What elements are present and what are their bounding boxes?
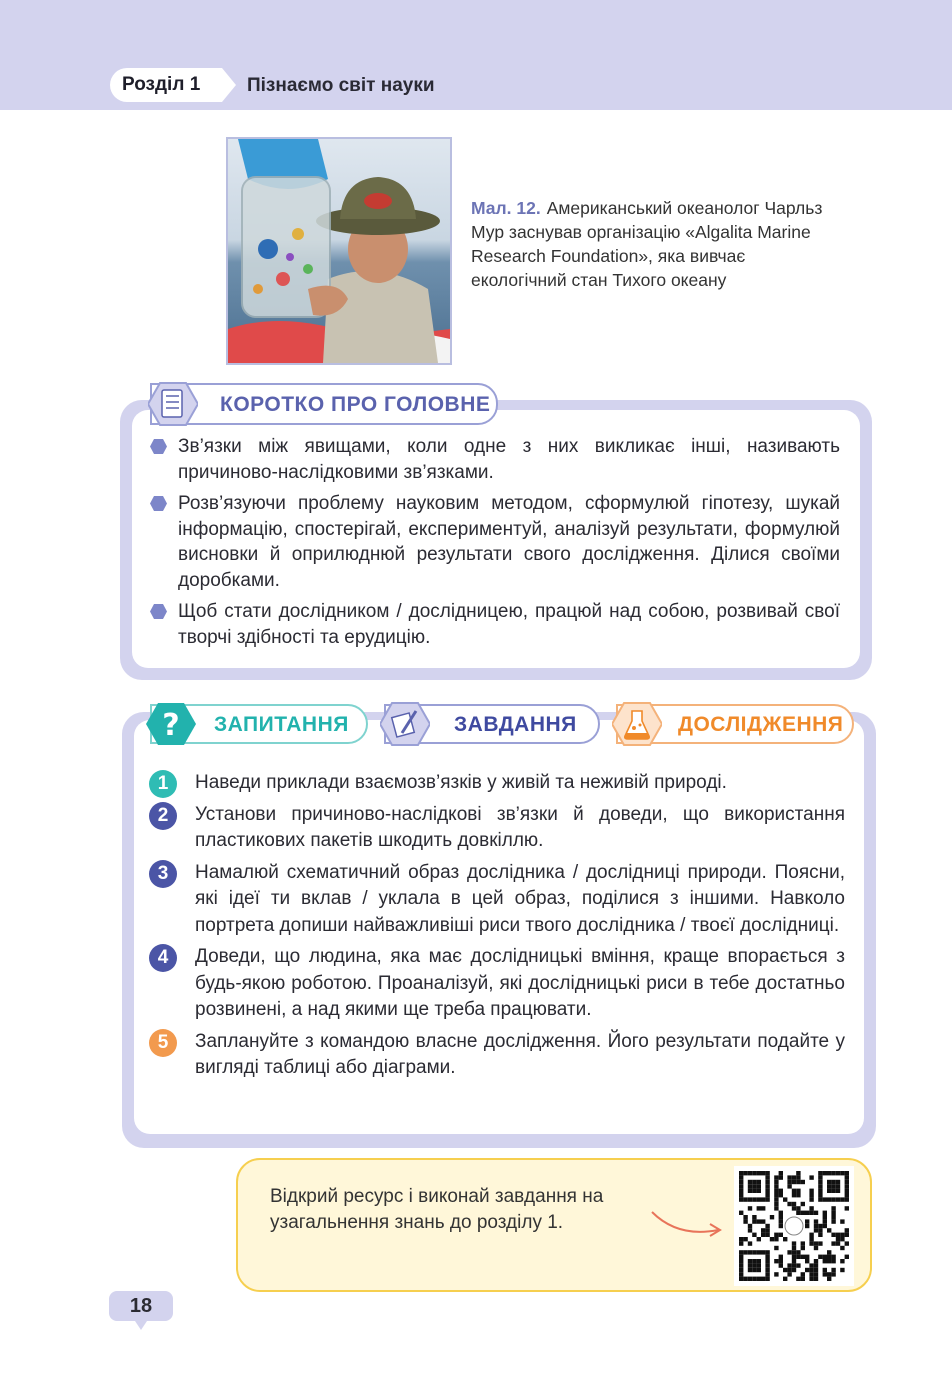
task-number: 5 <box>149 1029 177 1057</box>
section-pill <box>110 68 222 102</box>
figure-label: Мал. 12. <box>471 198 541 218</box>
tab-tasks-label: ЗАВДАННЯ <box>454 713 577 736</box>
task-item <box>157 944 845 1024</box>
summary-item: Зв’язки між явищами, коли одне з них викликає інші, називають причиново-наслідковими зв’язками. <box>178 434 840 485</box>
task-list <box>157 770 845 1087</box>
qr-code-icon[interactable] <box>734 1166 854 1286</box>
checklist-icon <box>148 381 198 427</box>
tab-research <box>616 704 854 744</box>
task-number: 1 <box>149 770 177 798</box>
hexagon-bullet-icon <box>150 496 167 511</box>
task-number: 4 <box>149 944 177 972</box>
summary-title: КОРОТКО ПРО ГОЛОВНЕ <box>220 393 491 416</box>
task-text: Установи причиново-наслідкові зв’язки й доведи, що використання пластикових пакетів шкодить довкіллю. <box>195 803 845 851</box>
hexagon-bullet-icon <box>150 604 167 619</box>
tab-research-label: ДОСЛІДЖЕННЯ <box>678 713 844 736</box>
summary-list <box>178 434 840 656</box>
resource-box <box>236 1158 872 1292</box>
photo-illustration <box>228 139 450 363</box>
task-text: Наведи приклади взаємозв’язків у живій та неживій природі. <box>195 772 727 793</box>
task-item <box>157 1029 845 1082</box>
tab-tasks <box>384 704 600 744</box>
task-text: Намалюй схематичний образ дослідника / дослідниці природи. Поясни, які ідеї ти вклав / уклала в цей образ, поділися з іншими. Навколо портрета допиши найважливіші риси твого дослідника / твоєї дослідниці. <box>195 861 845 936</box>
task-number: 2 <box>149 802 177 830</box>
summary-item: Розв’язуючи проблему науковим методом, сформулюй гіпотезу, шукай інформацію, спостерігай, експериментуй, аналізуй результати, формулюй висновки й оприлюднюй результати свого дослідження. Ділися своїми доробками. <box>178 491 840 593</box>
question-icon <box>146 701 196 747</box>
tab-questions-label: ЗАПИТАННЯ <box>214 713 349 736</box>
flask-icon <box>612 701 662 747</box>
task-number: 3 <box>149 860 177 888</box>
svg-text:?: ? <box>162 708 180 743</box>
tab-questions <box>150 704 368 744</box>
pencil-icon <box>380 701 430 747</box>
qr-code[interactable] <box>734 1166 854 1286</box>
page-number: 18 <box>109 1291 173 1321</box>
task-item <box>157 770 845 797</box>
summary-item: Щоб стати дослідником / дослідницею, працюй над собою, розвивай свої творчі здібності та ерудицію. <box>178 599 840 650</box>
task-item <box>157 802 845 855</box>
section-title: Пізнаємо світ науки <box>247 75 435 96</box>
task-text: Доведи, що людина, яка має дослідницькі вміння, краще впорається з будь-якою роботою. Проаналізуй, які дослідницькі риси в тебе достатньо розвинені, а над якими ще треба працювати. <box>195 946 845 1020</box>
arrow-icon <box>648 1202 726 1242</box>
figure-photo <box>226 137 452 365</box>
hexagon-bullet-icon <box>150 439 167 454</box>
task-text: Заплануйте з командою власне дослідження. Його результати подайте у вигляді таблиці або діаграми. <box>195 1030 845 1078</box>
task-item <box>157 860 845 940</box>
figure-caption-text: Американський океанолог Чарльз Мур заснував організацію «Algalita Marine Research Foundation», яка вивчає екологічний стан Тихого океану <box>471 198 823 290</box>
resource-text: Відкрий ресурс і виконай завдання на узагальнення знань до розділу 1. <box>270 1186 604 1233</box>
figure-caption <box>471 196 831 292</box>
section-label: Розділ 1 <box>122 74 201 95</box>
summary-tab <box>150 383 498 425</box>
